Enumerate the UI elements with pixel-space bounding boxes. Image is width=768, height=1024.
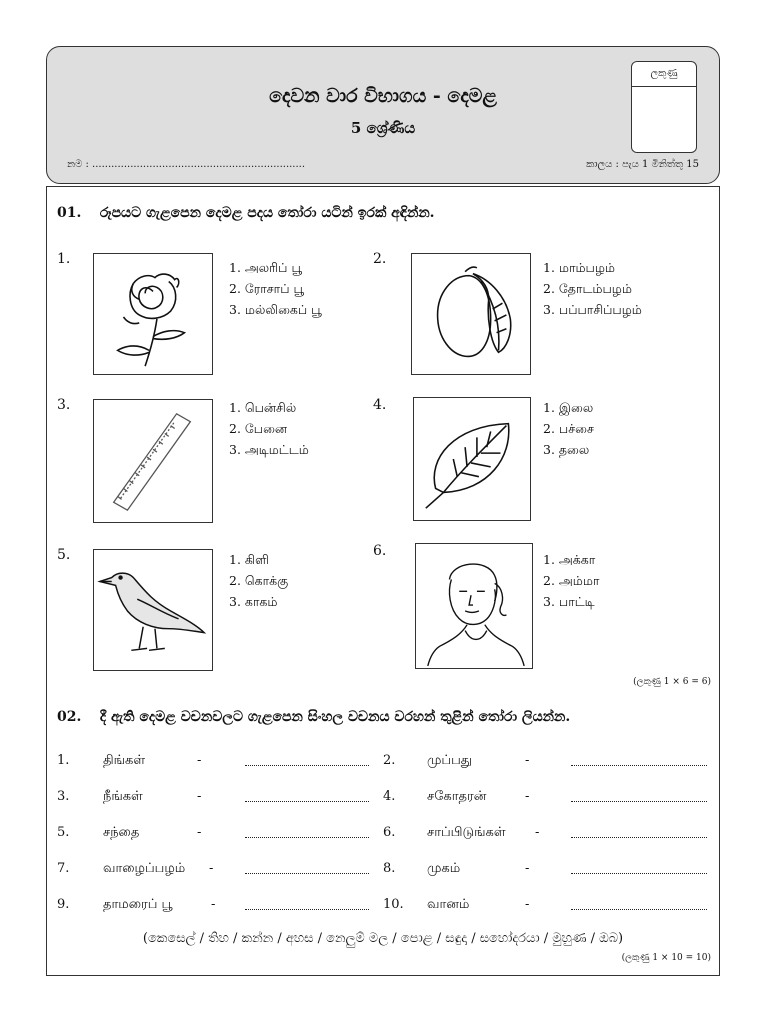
- question-1-heading: [57, 205, 435, 221]
- option[interactable]: 3. பாட்டி: [543, 594, 595, 609]
- time-allowed: කාලය : පැය 1 මිනිත්තු 15: [586, 159, 699, 170]
- q2-row: [57, 753, 709, 775]
- q1-item-number: 3.: [57, 397, 71, 413]
- option[interactable]: 2. பேனை: [229, 421, 288, 436]
- q2-dash: -: [197, 825, 202, 840]
- q2-dash: -: [525, 753, 530, 768]
- marks-box-divider: [632, 86, 696, 87]
- q2-dash: -: [197, 753, 202, 768]
- q2-tamil-word: வாழைப்பழம்: [103, 861, 186, 876]
- q2-row: [57, 825, 709, 847]
- question-2-number: 02.: [57, 709, 82, 725]
- q2-tamil-word: சாப்பிடுங்கள்: [427, 825, 506, 840]
- question-1-marks: (ලකුණු 1 × 6 = 6): [633, 677, 711, 687]
- q1-item-number: 2.: [373, 251, 387, 267]
- q2-dash: -: [197, 789, 202, 804]
- marks-box: [631, 61, 697, 153]
- q2-dash: -: [535, 825, 540, 840]
- q1-item-options: [543, 549, 599, 612]
- q1-item-options: [543, 257, 642, 320]
- mango-icon: [411, 253, 531, 375]
- option[interactable]: 2. ரோசாப் பூ: [229, 281, 305, 296]
- q1-item-number: 6.: [373, 543, 387, 559]
- q2-number: 4.: [383, 789, 396, 804]
- option[interactable]: 2. தோடம்பழம்: [543, 281, 632, 296]
- option[interactable]: 3. மல்லிகைப் பூ: [229, 302, 322, 317]
- q2-number: 5.: [57, 825, 70, 840]
- option[interactable]: 3. காகம்: [229, 594, 278, 609]
- leaf-icon: [413, 397, 531, 521]
- question-2-marks: (ලකුණු 1 × 10 = 10): [621, 953, 711, 963]
- grade-label: 5 ශ්‍රේණිය: [350, 119, 416, 137]
- marks-box-label: ලකුණු: [650, 68, 678, 79]
- q2-tamil-word: சந்தை: [103, 825, 140, 840]
- question-2-heading: [57, 709, 570, 725]
- answer-blank[interactable]: [245, 825, 369, 838]
- q1-item-number: 5.: [57, 547, 71, 563]
- option[interactable]: 1. கிளி: [229, 552, 269, 567]
- answer-blank[interactable]: [245, 789, 369, 802]
- q2-number: 8.: [383, 861, 396, 876]
- word-choices: (කෙසෙල් / තිහ / කන්න / අහස / නෙලුම් මල / පොළ / සඳුදා / සහෝදරයා / මුහුණ / ඔබ): [142, 931, 624, 946]
- name-label: නම :: [67, 159, 89, 170]
- ruler-icon: [93, 399, 213, 523]
- option[interactable]: 1. இலை: [543, 400, 594, 415]
- crow-icon: [93, 549, 213, 671]
- q2-tamil-word: சகோதரன்: [427, 789, 487, 804]
- answer-blank[interactable]: [245, 861, 369, 874]
- name-dots: ...................................................................: [92, 159, 306, 170]
- answer-blank[interactable]: [571, 861, 707, 874]
- q1-item-options: [229, 549, 288, 612]
- q1-item-options: [543, 397, 594, 460]
- q2-number: 9.: [57, 897, 70, 912]
- answer-blank[interactable]: [571, 897, 707, 910]
- answer-blank[interactable]: [571, 789, 707, 802]
- option[interactable]: 1. அக்கா: [543, 552, 596, 567]
- q2-tamil-word: நீங்கள்: [103, 789, 143, 804]
- option[interactable]: 2. பச்சை: [543, 421, 594, 436]
- q2-row: [57, 897, 709, 919]
- option[interactable]: 1. பென்சில்: [229, 400, 297, 415]
- exam-header: [46, 46, 720, 184]
- name-field[interactable]: [67, 159, 305, 170]
- q2-dash: -: [525, 861, 530, 876]
- option[interactable]: 3. பப்பாசிப்பழம்: [543, 302, 642, 317]
- q2-dash: -: [525, 897, 530, 912]
- option[interactable]: 2. கொக்கு: [229, 573, 289, 588]
- q2-tamil-word: வானம்: [427, 897, 470, 912]
- q2-number: 7.: [57, 861, 70, 876]
- q2-tamil-word: முப்பது: [427, 753, 473, 768]
- question-1-number: 01.: [57, 205, 82, 221]
- q2-dash: -: [211, 897, 216, 912]
- q2-tamil-word: தாமரைப் பூ: [103, 897, 173, 912]
- option[interactable]: 1. அலரிப் பூ: [229, 260, 303, 275]
- q2-tamil-word: திங்கள்: [103, 753, 146, 768]
- q2-number: 6.: [383, 825, 396, 840]
- q1-item-number: 4.: [373, 397, 387, 413]
- option[interactable]: 3. தலை: [543, 442, 590, 457]
- q1-item-options: [229, 397, 309, 460]
- answer-blank[interactable]: [571, 825, 707, 838]
- option[interactable]: 2. அம்மா: [543, 573, 600, 588]
- q2-number: 10.: [383, 897, 404, 912]
- q2-number: 3.: [57, 789, 70, 804]
- question-2-instruction: දී ඇති දෙමළ වචනවලට ගැළපෙන සිංහල වචනය වරහන් තුළින් තෝරා ලියන්න.: [99, 709, 571, 725]
- grandmother-icon: [415, 543, 533, 669]
- question-area: [46, 186, 720, 976]
- q2-tamil-word: முகம்: [427, 861, 461, 876]
- q2-dash: -: [209, 861, 214, 876]
- q1-item-number: 1.: [57, 251, 71, 267]
- question-1-instruction: රූපයට ගැළපෙන දෙමළ පදය තෝරා යටින් ඉරක් අඳින්න.: [99, 205, 435, 221]
- answer-blank[interactable]: [245, 897, 369, 910]
- q2-row: [57, 789, 709, 811]
- option[interactable]: 3. அடிமட்டம்: [229, 442, 309, 457]
- rose-icon: [93, 253, 213, 375]
- q1-item-options: [229, 257, 322, 320]
- answer-blank[interactable]: [571, 753, 707, 766]
- q2-dash: -: [525, 789, 530, 804]
- q2-number: 1.: [57, 753, 70, 768]
- q2-row: [57, 861, 709, 883]
- q2-number: 2.: [383, 753, 396, 768]
- exam-title: දෙවන වාර විභාගය - දෙමළ: [269, 85, 497, 107]
- option[interactable]: 1. மாம்பழம்: [543, 260, 615, 275]
- answer-blank[interactable]: [245, 753, 369, 766]
